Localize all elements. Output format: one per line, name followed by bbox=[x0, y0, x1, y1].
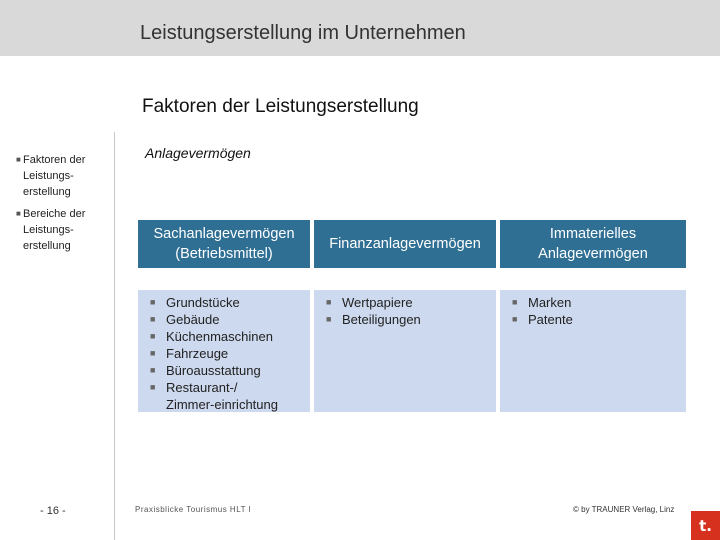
slide-subtitle: Faktoren der Leistungserstellung bbox=[142, 96, 419, 117]
footer-copyright: © by TRAUNER Verlag, Linz bbox=[573, 505, 675, 514]
bullet-icon: ■ bbox=[150, 382, 156, 392]
page-number: - 16 - bbox=[40, 505, 66, 517]
column-body-sachanlage bbox=[138, 290, 310, 412]
footer-book-title: Praxisblicke Tourismus HLT I bbox=[135, 505, 252, 514]
bullet-icon: ■ bbox=[150, 297, 156, 307]
list-item: ■ Beteiligungen bbox=[326, 312, 421, 327]
list-item: ■ Fahrzeuge bbox=[150, 346, 229, 361]
column-head-line: Sachanlagevermögen bbox=[153, 226, 295, 242]
column-head-finanzanlage bbox=[314, 220, 496, 268]
list-item: ■ Büroausstattung bbox=[150, 363, 261, 378]
trauner-logo: t. bbox=[691, 511, 720, 540]
list-item: ■ Restaurant-/ Zimmer-einrichtung bbox=[150, 380, 278, 412]
nav-item-label: Leistungs- bbox=[23, 170, 74, 182]
bullet-icon: ■ bbox=[512, 314, 518, 324]
nav-item-label: Bereiche der bbox=[23, 208, 86, 220]
list-item: ■ Gebäude bbox=[150, 312, 220, 327]
bullet-icon: ■ bbox=[150, 314, 156, 324]
bullet-icon: ■ bbox=[16, 155, 21, 164]
nav-item-label: erstellung bbox=[23, 240, 71, 252]
bullet-icon: ■ bbox=[326, 314, 332, 324]
bullet-icon: ■ bbox=[150, 365, 156, 375]
nav-item-label: Leistungs- bbox=[23, 224, 74, 236]
sidebar-nav bbox=[16, 152, 111, 256]
column-head-line: Anlagevermögen bbox=[538, 246, 648, 262]
column-head-line: Finanzanlagevermögen bbox=[329, 236, 481, 252]
list-item: ■ Wertpapiere bbox=[326, 295, 413, 310]
column-head-line: Immaterielles bbox=[549, 226, 637, 242]
bullet-icon: ■ bbox=[326, 297, 332, 307]
section-label: Anlagevermögen bbox=[145, 145, 251, 161]
column-head-sachanlage bbox=[138, 220, 310, 268]
nav-item-label: Faktoren der bbox=[23, 154, 86, 166]
list-item: ■ Marken bbox=[512, 295, 572, 310]
list-item: ■ Küchenmaschinen bbox=[150, 329, 273, 344]
column-head-line: (Betriebsmittel) bbox=[175, 246, 273, 262]
bullet-icon: ■ bbox=[150, 348, 156, 358]
nav-item-label: erstellung bbox=[23, 186, 71, 198]
list-item: ■ Grundstücke bbox=[150, 295, 240, 310]
sidebar-divider bbox=[114, 132, 115, 540]
list-item: ■ Patente bbox=[512, 312, 573, 327]
bullet-icon: ■ bbox=[512, 297, 518, 307]
column-body-immateriell bbox=[500, 290, 686, 412]
bullet-icon: ■ bbox=[150, 331, 156, 341]
nav-item-bereiche[interactable] bbox=[16, 206, 111, 254]
column-body-finanzanlage bbox=[314, 290, 496, 412]
column-head-immateriell bbox=[500, 220, 686, 268]
page-title: Leistungserstellung im Unternehmen bbox=[140, 22, 466, 44]
bullet-icon: ■ bbox=[16, 209, 21, 218]
nav-item-faktoren[interactable] bbox=[16, 152, 111, 200]
